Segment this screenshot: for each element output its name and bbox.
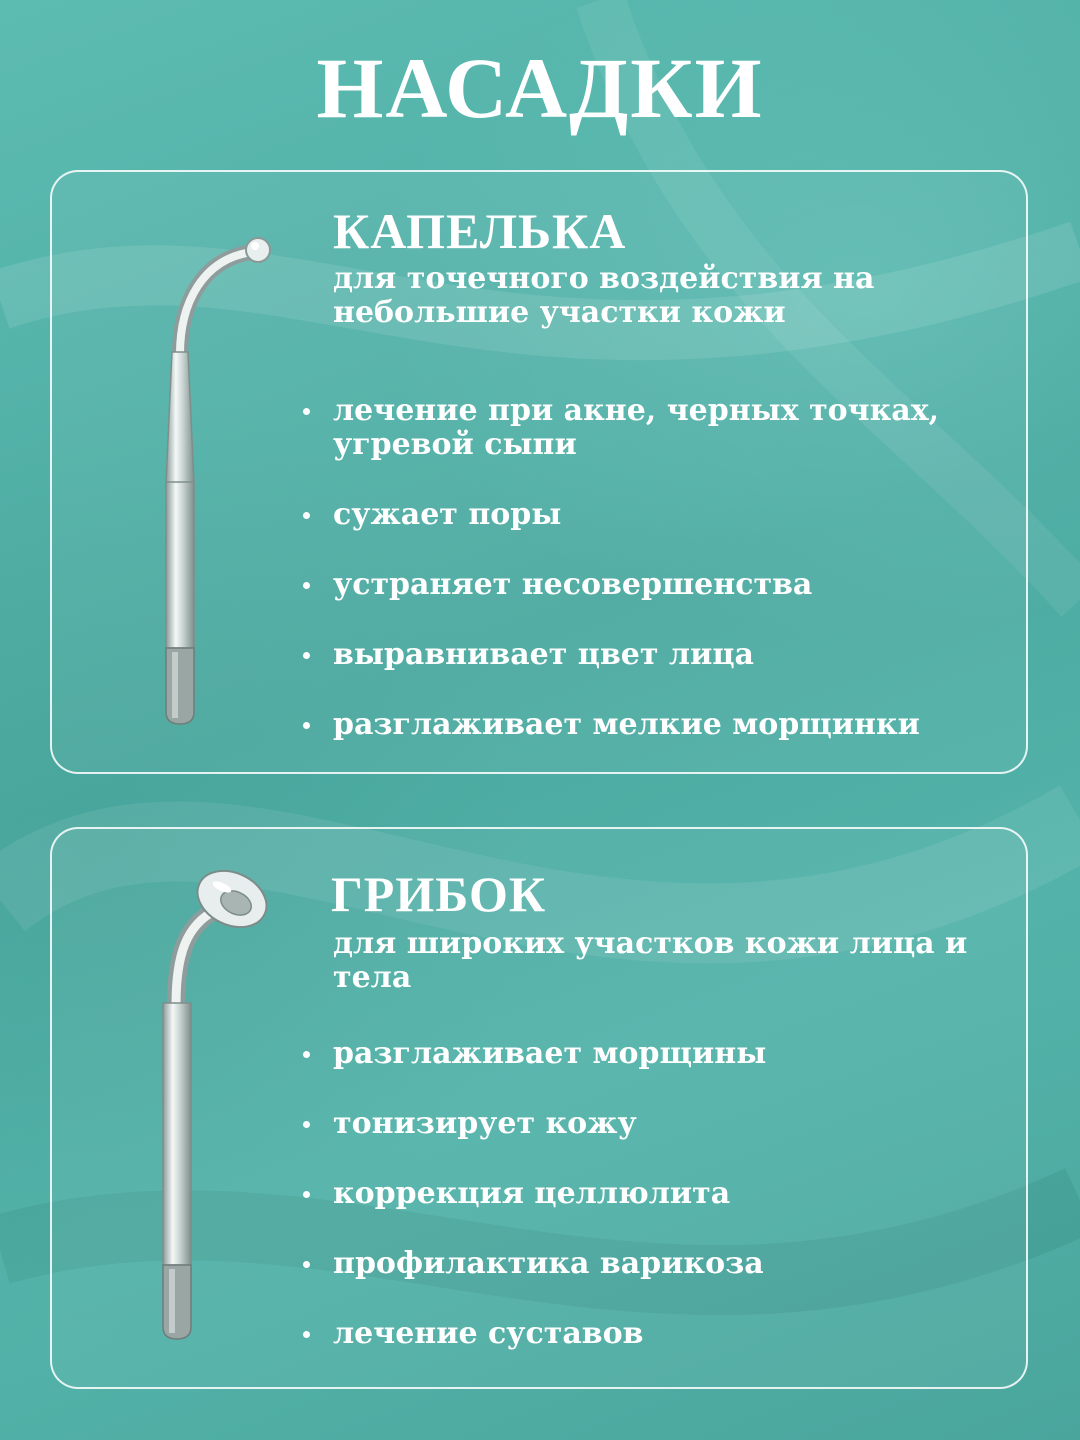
bullet-dot-icon [303,512,310,519]
bullet-dot-icon [303,1331,310,1338]
card-title: КАПЕЛЬКА [333,203,627,259]
list-item [303,1317,1003,1351]
glass-mushroom-electrode-icon [146,865,286,1345]
bullet-dot-icon [303,1261,310,1268]
glass-droplet-electrode-icon [152,234,292,734]
list-item [303,1177,1003,1211]
list-item-text: тонизирует кожу [333,1106,637,1141]
list-item [303,1107,1003,1141]
list-item [303,568,1003,602]
benefits-list [303,1037,1003,1387]
list-item [303,1247,1003,1281]
nozzle-card-droplet [50,170,1028,774]
bullet-dot-icon [303,582,310,589]
card-title: ГРИБОК [331,866,547,922]
list-item-text: лечение суставов [333,1316,644,1351]
card-subtitle: для точечного воздействия на небольшие участки кожи [333,261,875,330]
bullet-dot-icon [303,652,310,659]
list-item [303,708,1003,742]
list-item [303,638,1003,672]
list-item-text: профилактика варикоза [333,1246,764,1281]
bullet-dot-icon [303,408,310,415]
card-subtitle: для широких участков кожи лица и тела [333,926,968,995]
list-item-text: коррекция целлюлита [333,1176,731,1211]
benefits-list [303,394,1003,778]
list-item-text: выравнивает цвет лица [333,637,754,672]
bullet-dot-icon [303,1051,310,1058]
bullet-dot-icon [303,1121,310,1128]
bullet-dot-icon [303,722,310,729]
list-item-text: сужает поры [333,497,562,532]
nozzle-card-mushroom [50,827,1028,1389]
list-item-text: разглаживает морщины [333,1036,767,1071]
page-title: НАСАДКИ [316,40,764,136]
list-item [303,498,1003,532]
list-item-text: лечение при акне, черных точках, угревой сыпи [333,393,940,462]
list-item [303,1037,1003,1071]
list-item [303,394,1003,462]
list-item-text: разглаживает мелкие морщинки [333,707,920,742]
list-item-text: устраняет несовершенства [333,567,813,602]
bullet-dot-icon [303,1191,310,1198]
